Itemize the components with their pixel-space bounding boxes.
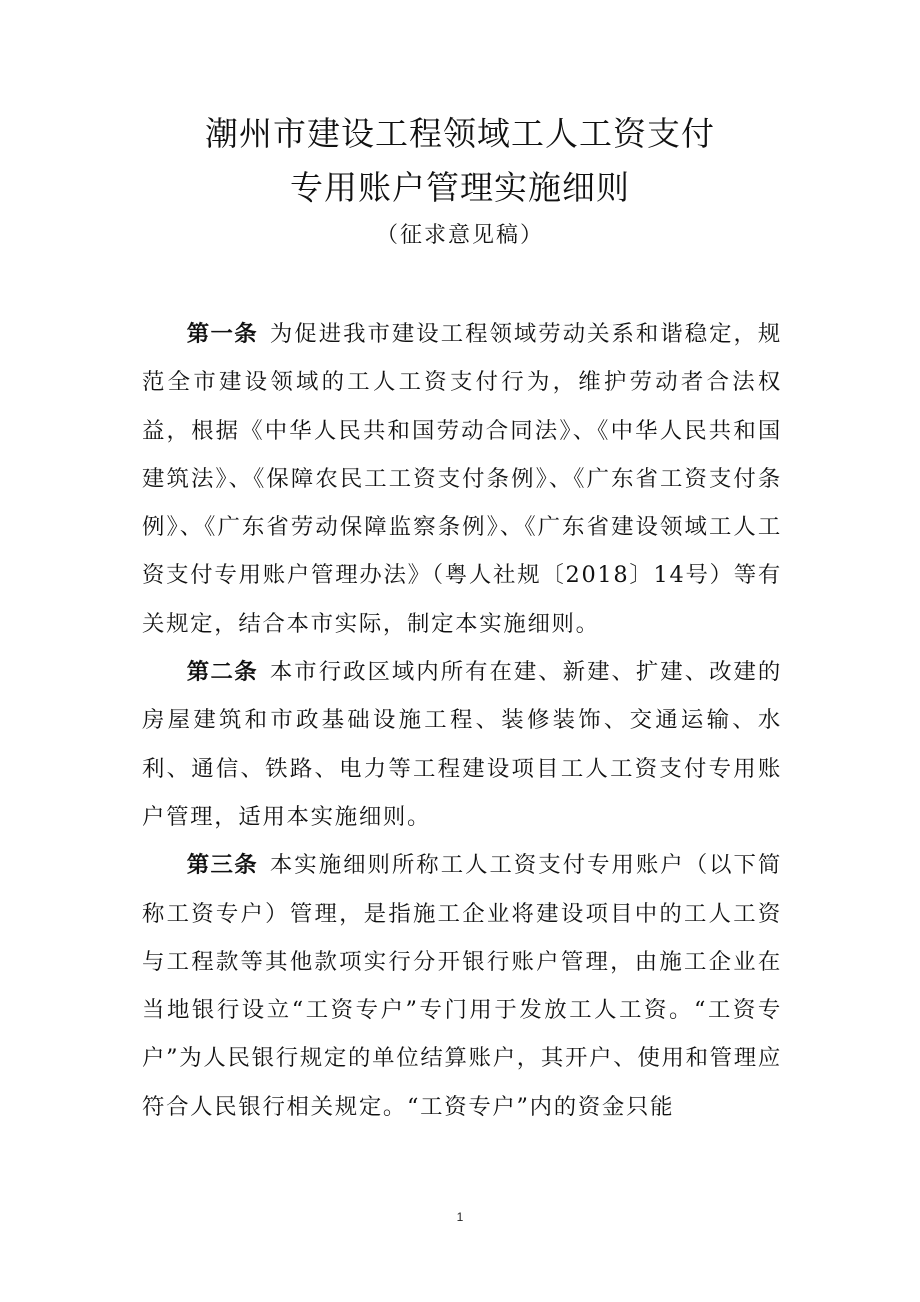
document-title-line-1: 潮州市建设工程领域工人工资支付 bbox=[205, 114, 715, 153]
article-3 bbox=[142, 841, 782, 1131]
document-subtitle: （征求意见稿） bbox=[375, 223, 544, 248]
article-2 bbox=[142, 648, 782, 841]
article-3-text: 本实施细则所称工人工资支付专用账户（以下简称工资专户）管理，是指施工企业将建设项目中的工人工资与工程款等其他款项实行分开银行账户管理，由施工企业在当地银行设立“工资专户”专门用于发放工人工资。“工资专户”为人民银行规定的单位结算账户，其开户、使用和管理应符合人民银行相关规定。“工资专户”内的资金只能 bbox=[142, 852, 783, 1120]
article-2-heading: 第二条 bbox=[186, 659, 258, 686]
article-1 bbox=[142, 310, 782, 648]
article-2-text: 本市行政区域内所有在建、新建、扩建、改建的房屋建筑和市政基础设施工程、装修装饰、交通运输、水利、通信、铁路、电力等工程建设项目工人工资支付专用账户管理，适用本实施细则。 bbox=[142, 659, 783, 830]
article-1-text: 为促进我市建设工程领域劳动关系和谐稳定，规范全市建设领域的工人工资支付行为，维护劳动者合法权益，根据《中华人民共和国劳动合同法》、《中华人民共和国建筑法》、《保障农民工工资支付条例》、《广东省工资支付条例》、《广东省劳动保障监察条例》、《广东省建设领域工人工资支付专用账户管理办法》（粤人社规〔2018〕14号）等有关规定，结合本市实际，制定本实施细则。 bbox=[142, 321, 783, 637]
article-1-heading: 第一条 bbox=[186, 321, 258, 347]
page-number: 1 bbox=[456, 1210, 464, 1224]
document-title-line-2: 专用账户管理实施细则 bbox=[290, 168, 630, 207]
article-3-heading: 第三条 bbox=[186, 852, 258, 879]
document-body bbox=[142, 310, 782, 1131]
